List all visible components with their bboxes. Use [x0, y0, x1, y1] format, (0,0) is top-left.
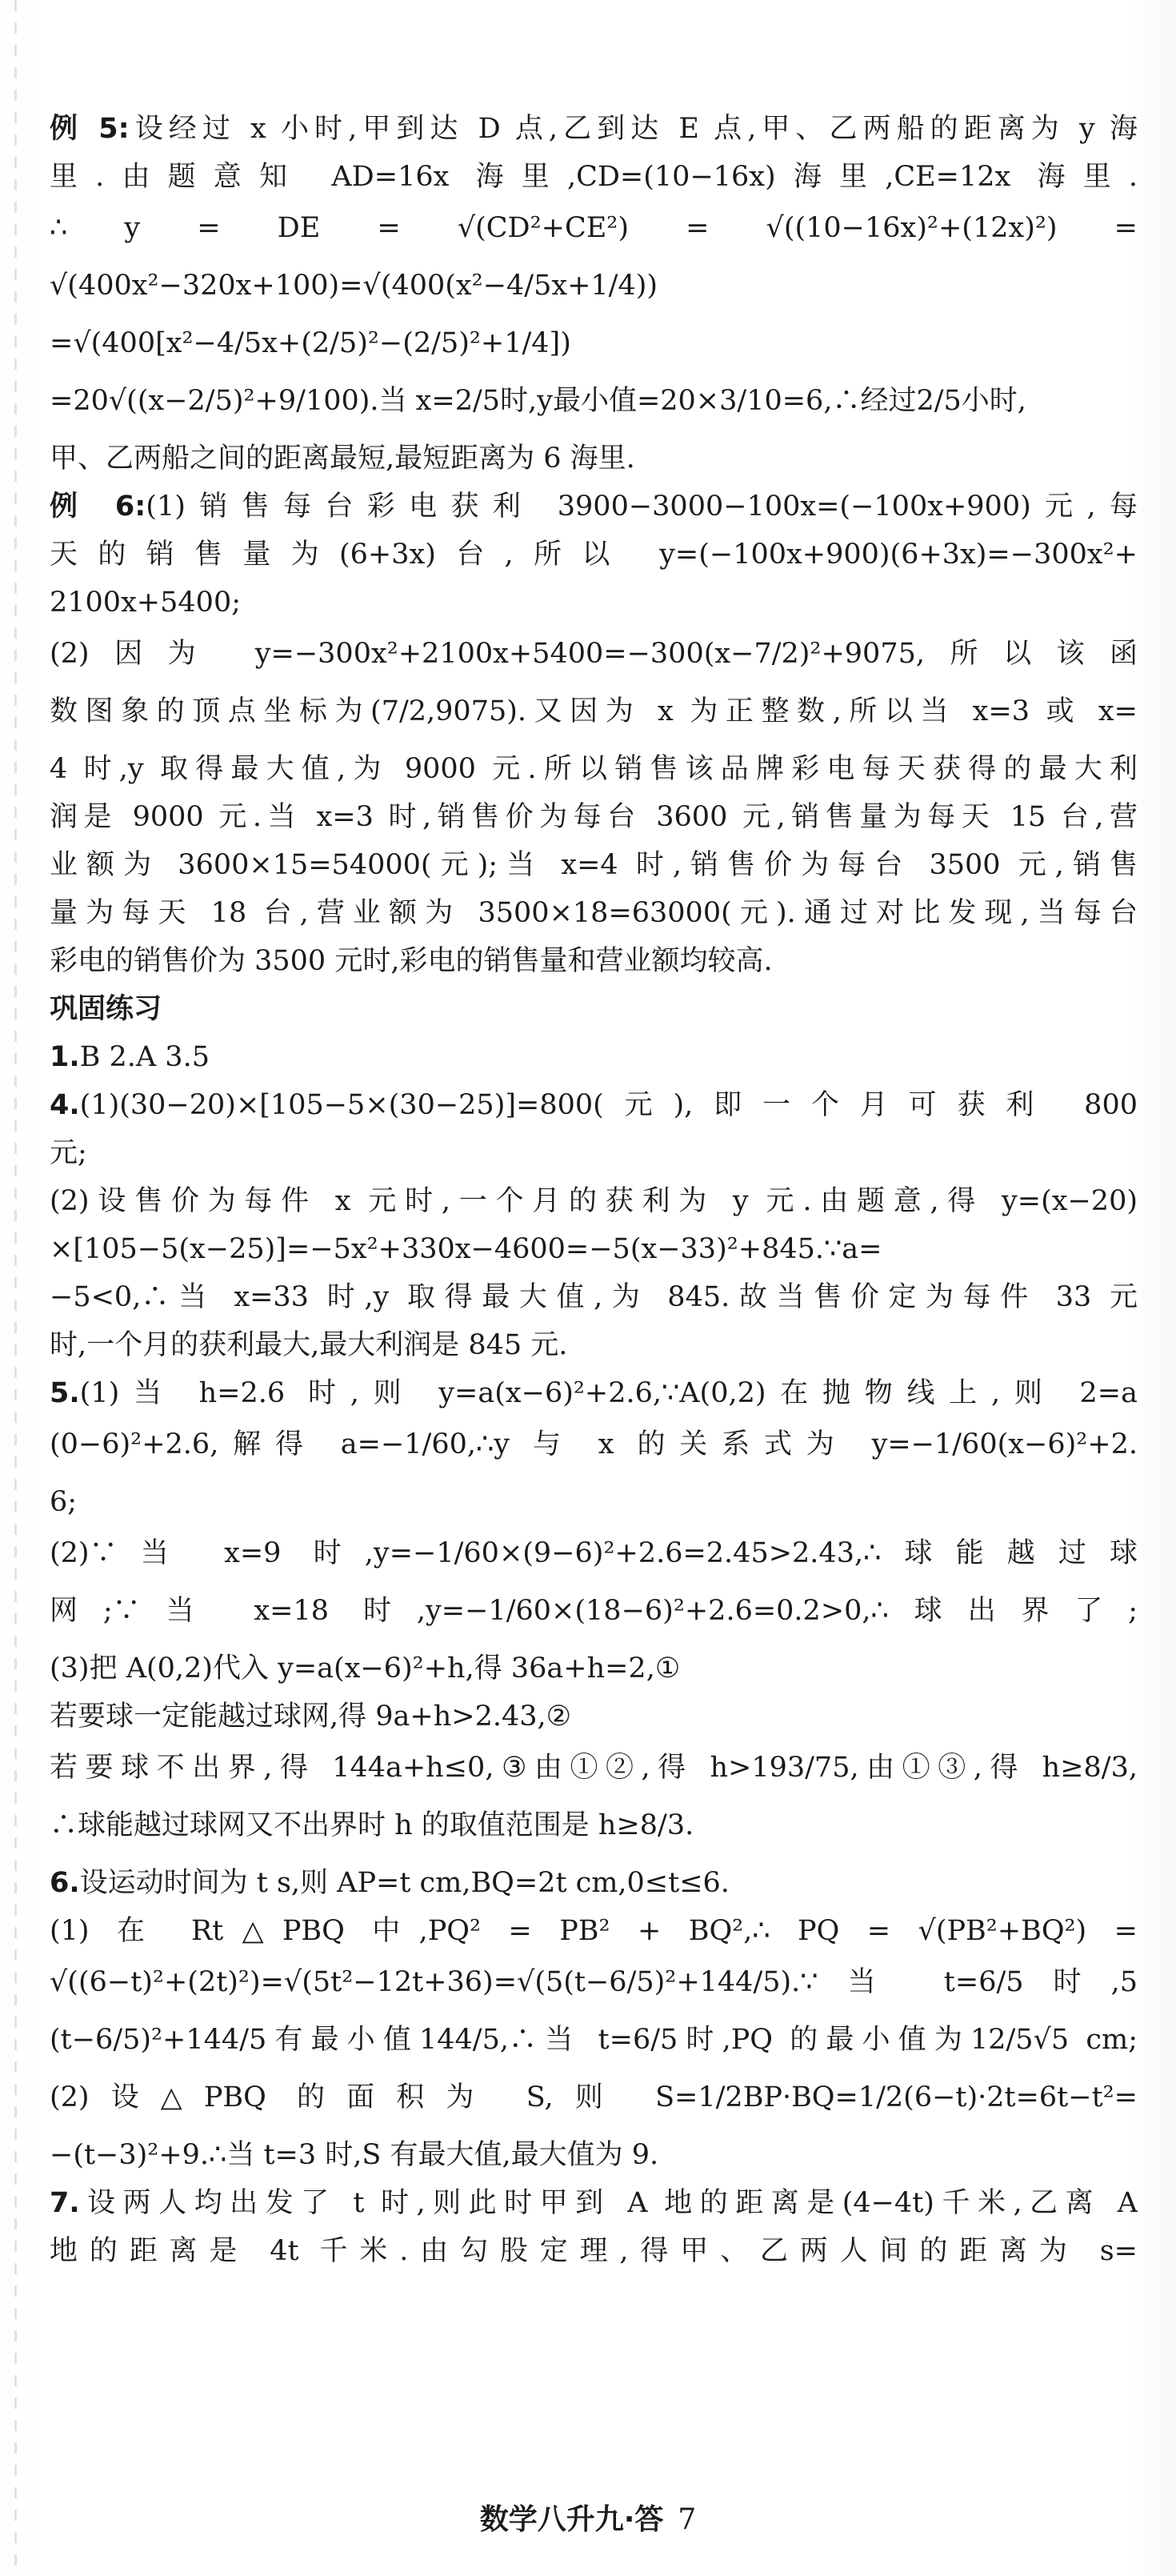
line-text: ×[105−5(x−25)]=−5x²+330x−4600=−5(x−33)²+845.∵a= — [50, 1233, 882, 1265]
answer-line — [50, 1088, 1138, 1122]
line-text: √(400x²−320x+100)=√(400(x²−4/5x+1/4)) — [50, 270, 658, 302]
line-text: ∴ y = DE = √(CD²+CE²) = √((10−16x)²+(12x)²) = — [50, 212, 1138, 244]
answer-line — [50, 637, 1138, 671]
line-text: −(t−3)²+9.∴当 t=3 时,S 有最大值,最大值为 9. — [50, 2139, 659, 2171]
line-text: 里.由题意知 AD=16x 海里,CD=(10−16x)海里,CE=12x 海里. — [50, 161, 1138, 193]
answer-line — [50, 1428, 1138, 1461]
line-text: 量为每天 18 台,营业额为 3500×18=63000(元).通过对比发现,当每台 — [50, 897, 1138, 929]
problem-label: 7. — [50, 2187, 80, 2219]
answer-line — [50, 1232, 1138, 1266]
line-text: (2)设△PBQ 的面积为 S,则 S=1/2BP·BQ=1/2(6−t)·2t=6t−t²= — [50, 2081, 1138, 2113]
answer-line — [50, 384, 1138, 418]
answer-line — [50, 1536, 1138, 1570]
line-text: 数图象的顶点坐标为(7/2,9075).又因为 x 为正整数,所以当 x=3 或 x= — [50, 695, 1138, 727]
answer-line — [50, 896, 1138, 930]
line-text: 若要球一定能越过球网,得 9a+h>2.43,② — [50, 1701, 572, 1733]
answer-line — [50, 1751, 1138, 1785]
page-number: 7 — [678, 2503, 697, 2536]
line-text: (1)当 h=2.6 时,则 y=a(x−6)²+2.6,∵A(0,2)在抛物线上,则 2=a — [79, 1377, 1138, 1409]
page-fold-edge — [14, 0, 17, 2576]
answer-line — [50, 2234, 1138, 2268]
line-text: (1) 在 Rt△PBQ 中,PQ² = PB² + BQ²,∴ PQ = √(PB²+BQ²) = — [50, 1915, 1138, 1947]
answer-line — [50, 1485, 1138, 1519]
answer-line — [50, 2186, 1138, 2220]
answer-line — [50, 1328, 1138, 1362]
problem-label: 巩固练习 — [50, 993, 162, 1025]
line-text: 2100x+5400; — [50, 587, 242, 619]
answer-line — [50, 2023, 1138, 2057]
line-text: 6; — [50, 1486, 78, 1518]
line-text: √((6−t)²+(2t)²)=√(5t²−12t+36)=√(5(t−6/5)²+144/5).∵当 t=6/5时,5 — [50, 1966, 1138, 1998]
problem-label: 5. — [50, 1377, 80, 1409]
answer-line — [50, 1914, 1138, 1948]
line-text: 甲、乙两船之间的距离最短,最短距离为 6 海里. — [50, 443, 635, 475]
answer-line — [50, 848, 1138, 882]
problem-label: 1. — [50, 1041, 80, 1073]
line-text: 设两人均出发了 t 时,则此时甲到 A 地的距离是(4−4t)千米,乙离 A — [79, 2187, 1138, 2219]
line-text: ∴球能越过球网又不出界时 h 的取值范围是 h≥8/3. — [50, 1809, 694, 1841]
answer-line — [50, 211, 1138, 245]
line-text: (0−6)²+2.6,解得 a=−1/60,∴y 与 x 的关系式为 y=−1/60(x−6)²+2. — [50, 1428, 1138, 1460]
answer-line — [50, 1136, 1138, 1170]
line-text: 设运动时间为 t s,则 AP=t cm,BQ=2t cm,0≤t≤6. — [79, 1867, 730, 1899]
answer-line — [50, 1184, 1138, 1218]
answer-line — [50, 1280, 1138, 1314]
line-text: B 2.A 3.5 — [79, 1041, 210, 1073]
footer-title: 数学八升九·答 — [479, 2503, 664, 2536]
problem-label: 例 6: — [50, 491, 146, 523]
line-text: (3)把 A(0,2)代入 y=a(x−6)²+h,得 36a+h=2,① — [50, 1653, 681, 1685]
line-text: (1)销售每台彩电获利 3900−3000−100x=(−100x+900)元,每 — [146, 491, 1138, 523]
line-text: (1)(30−20)×[105−5×(30−25)]=800(元),即一个月可获利 800 — [79, 1089, 1138, 1121]
answer-line — [50, 1965, 1138, 1999]
answer-line — [50, 586, 1138, 619]
line-text: 若要球不出界,得 144a+h≤0,③由①②,得 h>193/75,由①③,得 h≥8/3, — [50, 1752, 1138, 1784]
answer-line — [50, 1594, 1138, 1628]
line-text: 地的距离是 4t 千米.由勾股定理,得甲、乙两人间的距离为 s= — [50, 2235, 1138, 2267]
line-text: 业额为 3600×15=54000(元);当 x=4 时,销售价为每台 3500 元,销售 — [50, 849, 1138, 881]
line-text: −5<0,∴当 x=33 时,y 取得最大值,为 845.故当售价定为每件 33 元 — [50, 1281, 1138, 1313]
problem-label: 6. — [50, 1867, 80, 1899]
problem-label: 4. — [50, 1089, 80, 1121]
line-text: 4 时,y 取得最大值,为 9000 元.所以销售该品牌彩电每天获得的最大利 — [50, 753, 1138, 785]
answer-line — [50, 1809, 1138, 1842]
answer-line — [50, 442, 1138, 475]
answer-line — [50, 1376, 1138, 1410]
problem-label: 例 5: — [50, 113, 130, 145]
answer-content — [50, 112, 1138, 2282]
answer-line — [50, 2081, 1138, 2114]
answer-line — [50, 1652, 1138, 1685]
line-text: 时,一个月的获利最大,最大利润是 845 元. — [50, 1329, 568, 1361]
line-text: 天的销售量为(6+3x)台,所以 y=(−100x+900)(6+3x)=−300x²+ — [50, 539, 1138, 571]
answer-line — [50, 695, 1138, 728]
line-text: (2)∵当 x=9 时,y=−1/60×(9−6)²+2.6=2.45>2.43,∴球能越过球 — [50, 1537, 1138, 1569]
line-text: =√(400[x²−4/5x+(2/5)²−(2/5)²+1/4]) — [50, 327, 571, 359]
answer-line — [50, 1700, 1138, 1733]
answer-line — [50, 160, 1138, 194]
line-text: =20√((x−2/5)²+9/100).当 x=2/5时,y最小值=20×3/10=6,∴经过2/5小时, — [50, 385, 1026, 417]
answer-line — [50, 269, 1138, 302]
answer-line — [50, 490, 1138, 523]
answer-line — [50, 1866, 1138, 1900]
answer-line — [50, 538, 1138, 571]
line-text: 润是 9000 元.当 x=3 时,销售价为每台 3600 元,销售量为每天 15 台,营 — [50, 801, 1138, 833]
answer-line — [50, 944, 1138, 978]
line-text: (2)设售价为每件 x 元时,一个月的获利为 y 元.由题意,得 y=(x−20) — [50, 1185, 1138, 1217]
answer-line — [50, 992, 1138, 1026]
page-footer — [0, 2497, 1176, 2538]
line-text: 元; — [50, 1137, 87, 1169]
line-text: 网;∵当 x=18 时,y=−1/60×(18−6)²+2.6=0.2>0,∴球出界了; — [50, 1595, 1138, 1627]
answer-line — [50, 2138, 1138, 2172]
line-text: 彩电的销售价为 3500 元时,彩电的销售量和营业额均较高. — [50, 945, 773, 977]
line-text: 设经过 x 小时,甲到达 D 点,乙到达 E 点,甲、乙两船的距离为 y 海 — [129, 113, 1138, 145]
answer-line — [50, 112, 1138, 146]
answer-line — [50, 327, 1138, 360]
answer-line — [50, 752, 1138, 786]
line-text: (2)因为 y=−300x²+2100x+5400=−300(x−7/2)²+9075,所以该函 — [50, 638, 1138, 670]
line-text: (t−6/5)²+144/5有最小值144/5,∴当 t=6/5时,PQ 的最小值为12/5√5 cm; — [50, 2024, 1138, 2056]
answer-line — [50, 800, 1138, 834]
answer-line — [50, 1040, 1138, 1074]
